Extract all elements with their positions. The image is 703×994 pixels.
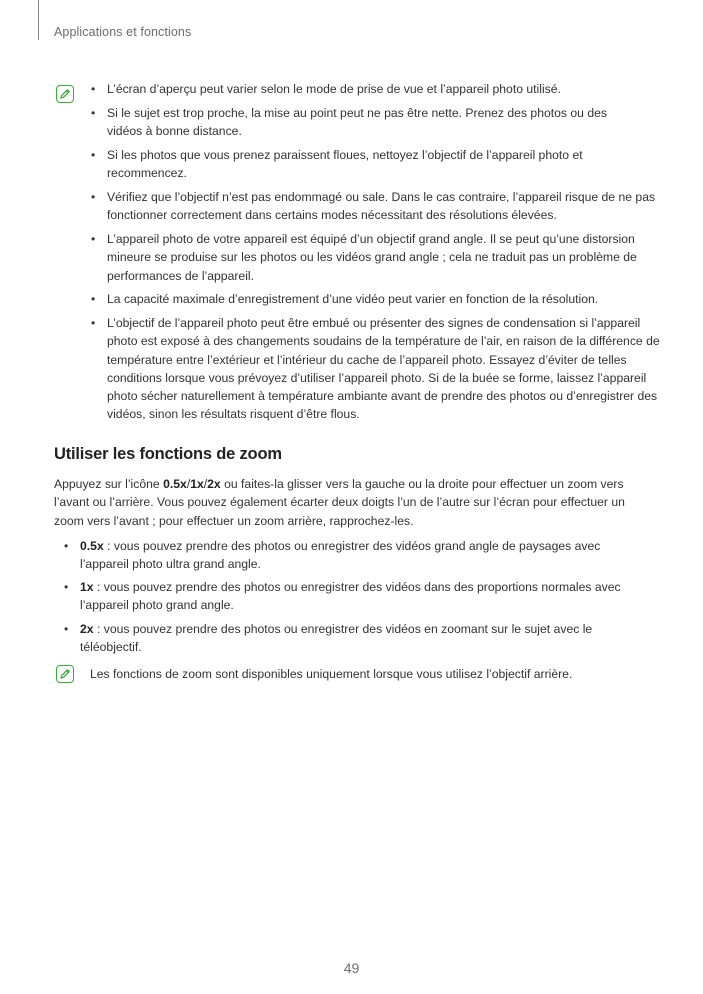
section-header: Applications et fonctions: [54, 25, 192, 39]
zoom-05x-label: 0.5x: [163, 477, 187, 491]
zoom-1x-label: 1x: [190, 477, 204, 491]
bullet: •: [64, 580, 69, 594]
section-heading: Utiliser les fonctions de zoom: [54, 445, 282, 463]
bullet: •: [91, 106, 96, 120]
zoom-2x-label: 2x: [207, 477, 221, 491]
list-item: [64, 578, 640, 615]
intro-text: ou faites-la glisser vers la gauche ou la droite pour effectuer un zoom vers l’avant ou l’arrière. Vous pouvez également écarter deux doigts l’un de l’autre sur l’écran pour effectuer un zoom vers l’avant ; pour effectuer un zoom arrière, rapprochez-les.: [54, 477, 625, 528]
slash: /: [186, 477, 191, 491]
note-text: L’objectif de l’appareil photo peut être embué ou présenter des signes de condensation si l’appareil photo est exposé à des changements soudains de la température de l’air, en raison de la différence de température entre l’extérieur et l’intérieur du cache de l’appareil photo. Essayez d’éviter de telles conditions lorsque vous prévoyez d’utiliser l’appareil photo. Si de la buée se forme, laissez l’appareil photo sécher naturellement à température ambiante avant de prendre des photos ou d’enregistrer des vidéos, sinon les résultats risquent d’être flous.: [107, 316, 660, 422]
list-item: [91, 290, 667, 308]
bullet: •: [91, 148, 96, 162]
page-number: 49: [343, 960, 360, 976]
bullet: •: [91, 292, 96, 306]
note-text: L’écran d’aperçu peut varier selon le mode de prise de vue et l’appareil photo utilisé.: [107, 82, 561, 96]
note-text: La capacité maximale d’enregistrement d’une vidéo peut varier en fonction de la résolution.: [107, 292, 599, 306]
note-pencil-icon: [56, 85, 74, 103]
note-pencil-icon: [56, 665, 74, 683]
bullet: •: [64, 539, 69, 553]
list-item: [91, 104, 637, 141]
header-divider: [38, 0, 39, 40]
zoom-desc: : vous pouvez prendre des photos ou enregistrer des vidéos dans des proportions normales avec l’appareil photo grand angle.: [80, 580, 621, 613]
list-item: [91, 188, 657, 225]
zoom-term: 0.5x: [80, 539, 104, 553]
note-text: L’appareil photo de votre appareil est équipé d’un objectif grand angle. Il se peut qu’une distorsion mineure se produise sur les photos ou les vidéos grand angle ; cela ne traduit pas un problème de performances de l’appareil.: [107, 232, 637, 283]
note-text: Si les photos que vous prenez paraissent floues, nettoyez l’objectif de l’appareil photo et recommencez.: [107, 148, 583, 181]
list-item: [91, 80, 667, 98]
list-item: [91, 230, 667, 285]
zoom-term: 2x: [80, 622, 94, 636]
note-text: Vérifiez que l’objectif n’est pas endommagé ou sale. Dans le cas contraire, l’appareil risque de ne pas fonctionner correctement dans certains modes nécessitant des résolutions élevées.: [107, 190, 656, 223]
slash: /: [203, 477, 208, 491]
bullet: •: [91, 190, 96, 204]
zoom-desc: : vous pouvez prendre des photos ou enregistrer des vidéos en zoomant sur le sujet avec le téléobjectif.: [80, 622, 593, 655]
list-item: [64, 537, 625, 574]
list-item: [91, 146, 627, 183]
zoom-intro-paragraph: [54, 475, 654, 530]
zoom-desc: : vous pouvez prendre des photos ou enregistrer des vidéos grand angle de paysages avec l’appareil photo ultra grand angle.: [80, 539, 601, 572]
intro-text: Appuyez sur l’icône: [54, 477, 164, 491]
bullet: •: [91, 232, 96, 246]
bullet: •: [91, 316, 96, 330]
bullet: •: [64, 622, 69, 636]
note-text: Si le sujet est trop proche, la mise au point peut ne pas être nette. Prenez des photos ou des vidéos à bonne distance.: [107, 106, 607, 139]
list-item: [64, 620, 615, 657]
list-item: [91, 314, 667, 424]
bullet: •: [91, 82, 96, 96]
zoom-term: 1x: [80, 580, 94, 594]
zoom-note: Les fonctions de zoom sont disponibles uniquement lorsque vous utilisez l’objectif arrière.: [90, 667, 573, 681]
